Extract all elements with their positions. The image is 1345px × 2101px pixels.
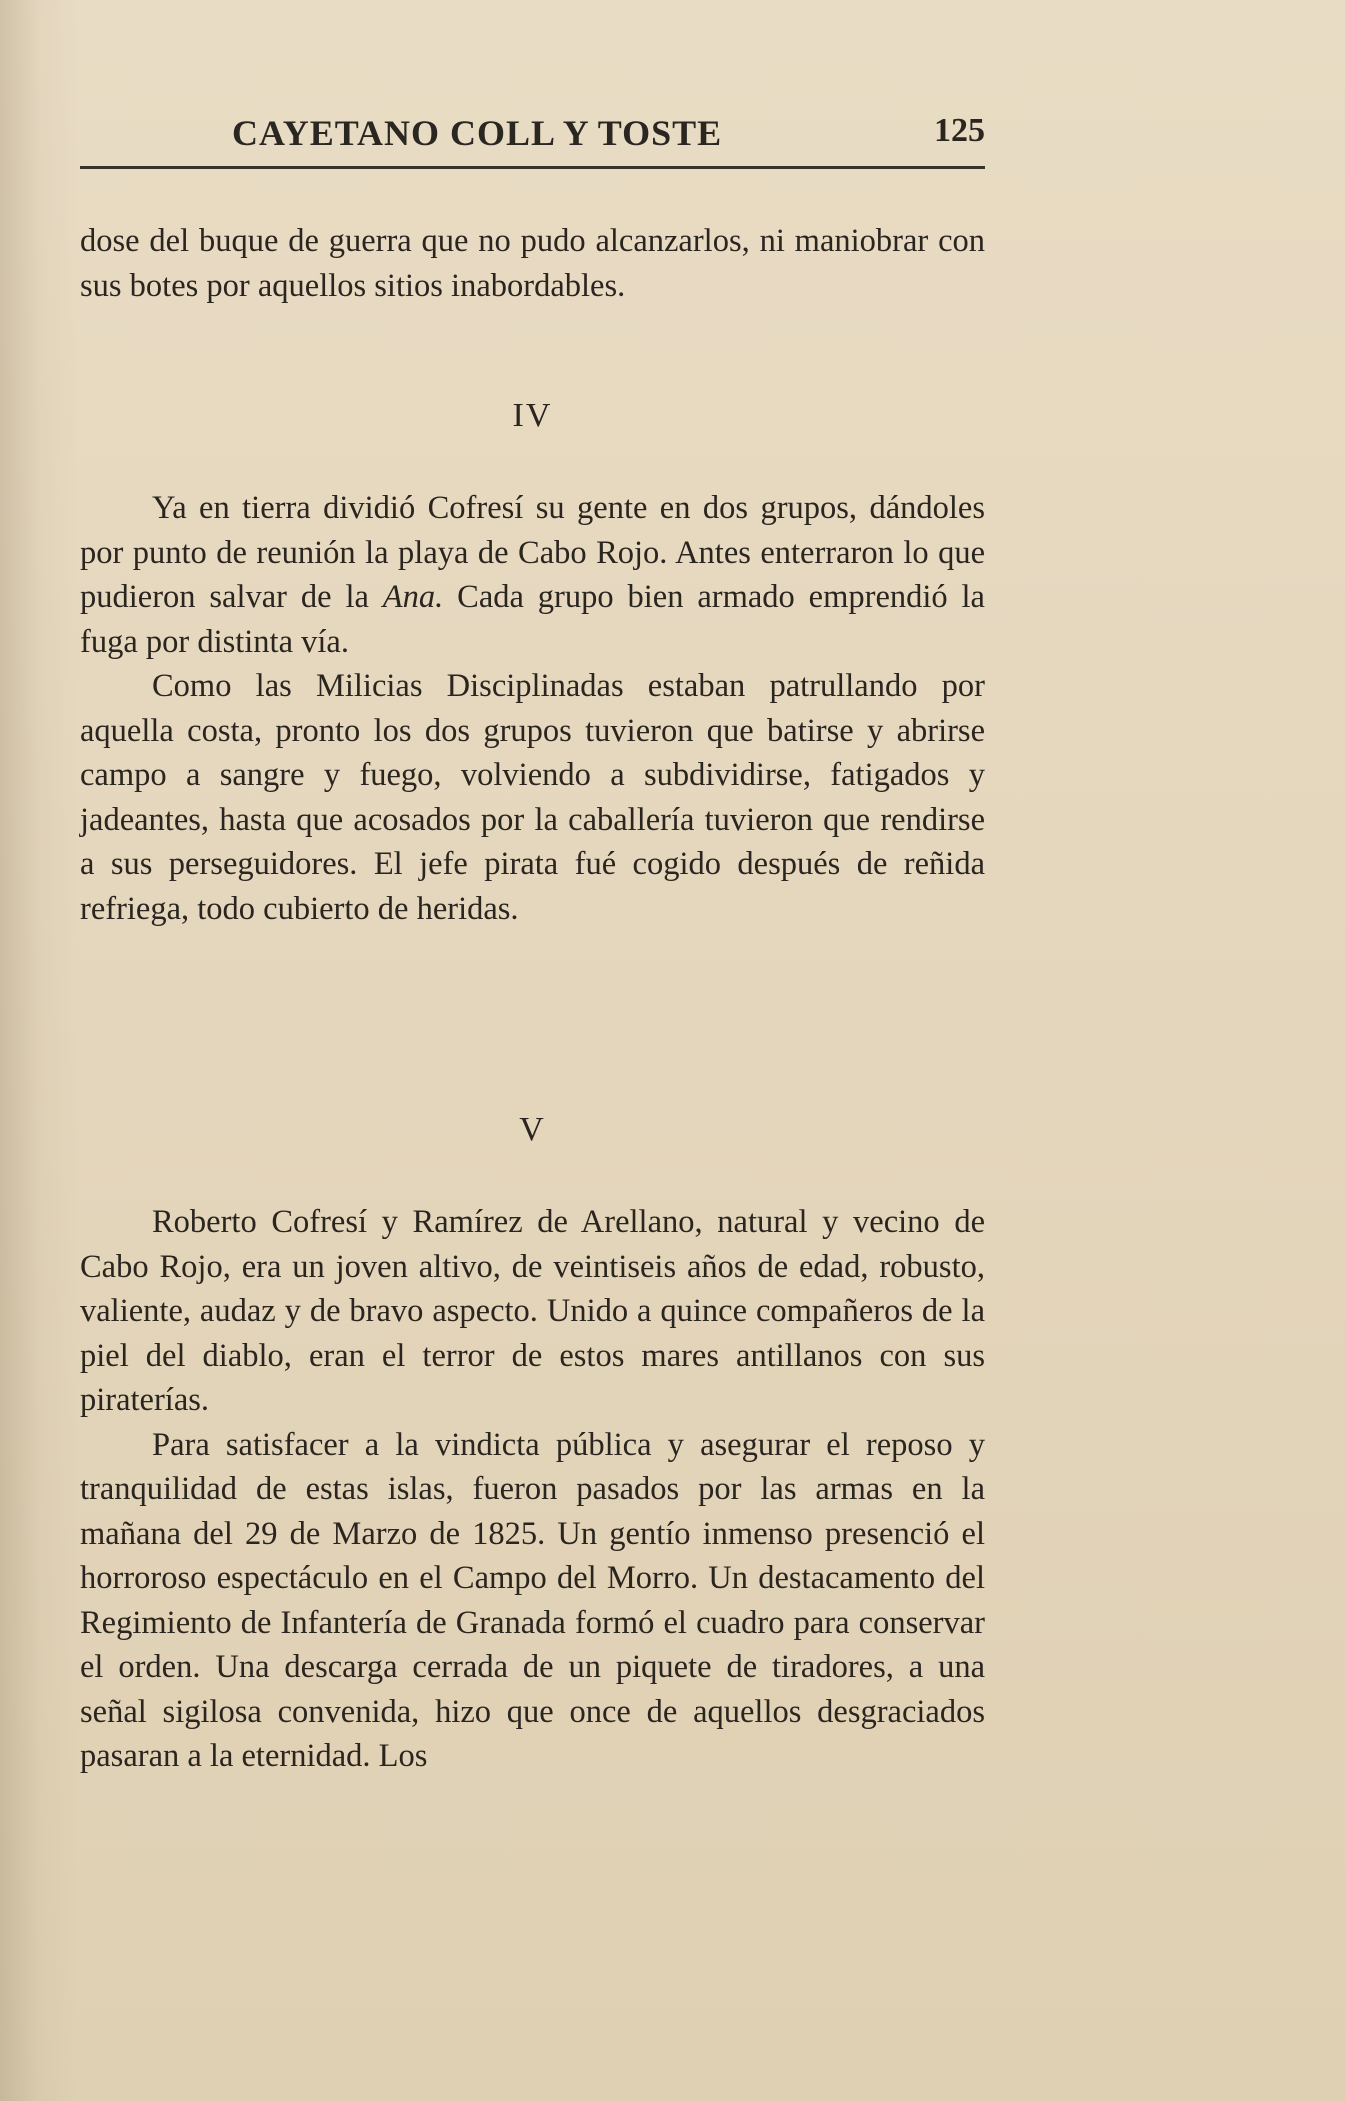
paragraph-text — [80, 486, 985, 664]
section-iv-body — [80, 486, 985, 931]
paragraph-continuation — [80, 219, 985, 308]
paragraph-text-part: Cada grupo bien armado emprendió la fuga por distinta vía. — [80, 579, 985, 660]
running-title: CAYETANO COLL Y TOSTE — [232, 113, 723, 153]
section-v-body — [80, 1200, 985, 1779]
paragraph-text: Como las Milicias Disciplinadas estaban patrullando por aquella costa, pronto los dos grupos tuvieron que batirse y abrirse campo a sangre y fuego, volviendo a subdividirse, fatigados y jadeantes, hasta que acosados por la caballería tuvieron que rendirse a sus perseguidores. El jefe pirata fué cogido después de reñida refriega, todo cubierto de heridas. — [80, 668, 985, 927]
section-heading-v: V — [519, 1111, 546, 1148]
paragraph-text: Roberto Cofresí y Ramírez de Arellano, natural y vecino de Cabo Rojo, era un joven altivo, de veintiseis años de edad, robusto, valiente, audaz y de bravo aspecto. Unido a quince compañeros de la piel del diablo, eran el terror de estos mares antillanos con sus piraterías. — [80, 1204, 985, 1418]
ship-name: Ana. — [382, 579, 444, 615]
paragraph-text: dose del buque de guerra que no pudo alcanzarlos, ni maniobrar con sus botes por aquellos sitios inabordables. — [80, 223, 985, 304]
paragraph-text: Para satisfacer a la vindicta pública y asegurar el reposo y tranquilidad de estas islas, fueron pasados por las armas en la mañana del 29 de Marzo de 1825. Un gentío inmenso presenció el horroroso espectáculo en el Campo del Morro. Un destacamento del Regimiento de Infantería de Granada formó el cuadro para conservar el orden. Una descarga cerrada de un piquete de tiradores, a una señal sigilosa convenida, hizo que once de aquellos desgraciados pasaran a la eternidad. Los — [80, 1426, 985, 1774]
page-header — [80, 112, 985, 172]
page-number: 125 — [934, 112, 985, 149]
section-heading-iv: IV — [512, 397, 553, 434]
header-rule — [80, 166, 985, 169]
paragraph-text-part: Ya en tierra dividió Cofresí su gente en dos grupos, dándoles por punto de reunión la playa de Cabo Rojo. Antes enterraron lo que pudieron salvar de la — [80, 490, 985, 615]
